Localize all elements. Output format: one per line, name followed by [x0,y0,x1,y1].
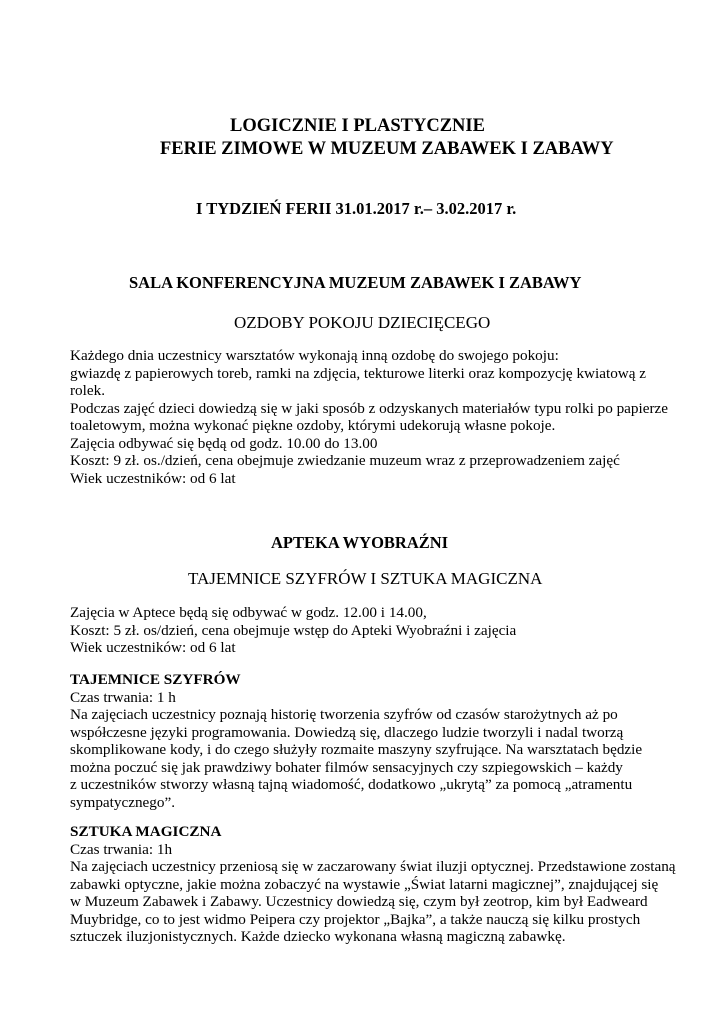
section2-subtitle: TAJEMNICE SZYFRÓW I SZTUKA MAGICZNA [188,569,543,588]
text-line: Zajęcia w Aptece będą się odbywać w godz. 12.00 i 14.00, [70,604,427,621]
text-line: Czas trwania: 1h [70,840,173,858]
workshop2-heading: SZTUKA MAGICZNA [70,823,222,840]
text-line: Koszt: 5 zł. os/dzień, cena obejmuje wstęp do Apteki Wyobraźni i zajęcia [70,621,517,639]
text-line: rolek. [70,382,106,399]
section2-body [70,604,670,657]
section1-venue: SALA KONFERENCYJNA MUZEUM ZABAWEK I ZABAWY [129,273,582,292]
workshop2-block [70,823,676,946]
text-line: zabawki optyczne, jakie można zobaczyć na wystawie „Świat latarni magicznej”, znajdującej się [70,875,659,893]
text-line: Wiek uczestników: od 6 lat [70,639,236,656]
text-line: Każdego dnia uczestnicy warsztatów wykonają inną ozdobę do swojego pokoju: [70,347,559,364]
text-line: współczesne języki programowania. Dowiedzą się, dlaczego ludzie tworzyli i nadal tworzą [70,723,624,741]
text-line: skomplikowane kody, i do czego służyły rozmaite maszyny szyfrujące. Na warsztatach będzie [70,741,643,758]
text-line: Zajęcia odbywać się będą od godz. 10.00 do 13.00 [70,434,378,452]
section1-body [70,347,670,487]
text-line: sympatycznego”. [70,793,176,811]
workshop1-block [70,671,670,811]
text-line: z uczestników stworzy własną tajną wiadomość, dodatkowo „ukrytą” za pomocą „atramentu [70,776,633,793]
text-line: Koszt: 9 zł. os./dzień, cena obejmuje zwiedzanie muzeum wraz z przeprowadzeniem zajęć [70,452,620,469]
text-line: Muybridge, co to jest widmo Peipera czy projektor „Bajka”, a także nauczą się kilku prostych [70,910,641,928]
text-line: sztuczek iluzjonistycznych. Każde dziecko wykonana własną magiczną zabawkę. [70,928,566,945]
text-line: Wiek uczestników: od 6 lat [70,469,236,487]
text-line: gwiazdę z papierowych toreb, ramki na zdjęcia, tekturowe literki oraz kompozycję kwiatową z [70,364,647,382]
section2-venue: APTEKA WYOBRAŹNI [271,533,449,552]
text-line: można poczuć się jak prawdziwy bohater filmów sensacyjnych czy szpiegowskich – każdy [70,758,623,776]
section1-subtitle: OZDOBY POKOJU DZIECIĘCEGO [234,313,491,332]
title-line-1: LOGICZNIE I PLASTYCZNIE [230,116,485,136]
title-line-2: FERIE ZIMOWE W MUZEUM ZABAWEK I ZABAWY [160,139,614,159]
workshop1-heading: TAJEMNICE SZYFRÓW [70,671,241,688]
text-line: Czas trwania: 1 h [70,688,176,706]
text-line: Podczas zajęć dzieci dowiedzą się w jaki sposób z odzyskanych materiałów typu rolki po papierze [70,399,669,417]
text-line: w Muzeum Zabawek i Zabawy. Uczestnicy dowiedzą się, czym był zeotrop, kim był Eadweard [70,893,648,910]
text-line: Na zajęciach uczestnicy przeniosą się w zaczarowany świat iluzji optycznej. Przedstawione zostaną [70,858,676,875]
week-heading: I TYDZIEŃ FERII 31.01.2017 r.– 3.02.2017 r. [196,199,517,218]
text-line: Na zajęciach uczestnicy poznają historię tworzenia szyfrów od czasów starożytnych aż po [70,706,618,723]
text-line: toaletowym, można wykonać piękne ozdoby, którymi udekorują własne pokoje. [70,417,556,434]
